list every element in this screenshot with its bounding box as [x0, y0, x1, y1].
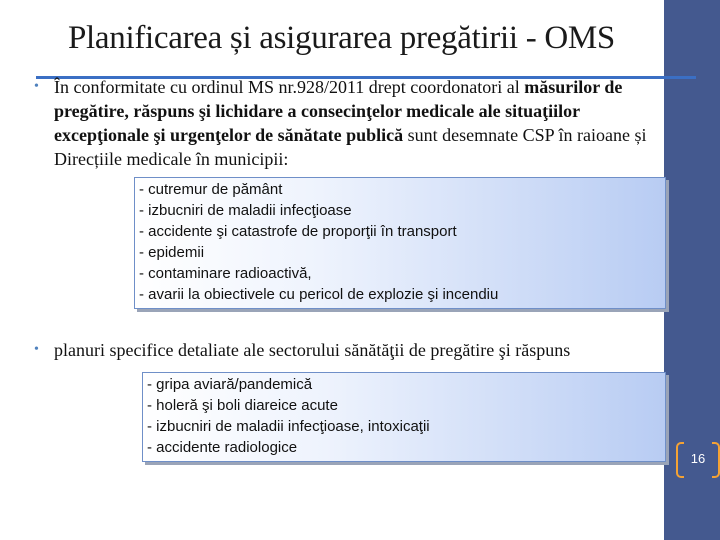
list-item: - gripa aviară/pandemică	[147, 376, 313, 393]
list-item: - izbucniri de maladii infecţioase, intoxicaţii	[147, 418, 430, 435]
bullet1-text-end: sunt desemnate CSP în raioane și Direcțiile medicale în municipii:	[54, 125, 647, 169]
bullet-dot-icon: •	[34, 342, 39, 357]
bullet1-text-bold: măsurilor de pregătire, răspuns şi lichidare a consecinţelor medicale ale situaţiilor excepţionale şi urgenţelor de sănătate publică	[54, 77, 623, 145]
list-item: - accidente şi catastrofe de proporţii în transport	[139, 223, 457, 240]
bullet-paragraph-1	[54, 75, 654, 171]
list-item: - holeră şi boli diareice acute	[147, 397, 338, 414]
bullet-paragraph-2: planuri specifice detaliate ale sectorului sănătăţii de pregătire şi răspuns	[54, 340, 571, 360]
list-item: - izbucniri de maladii infecţioase	[139, 202, 352, 219]
list-item: - cutremur de pământ	[139, 181, 283, 198]
bullet-dot-icon: •	[34, 79, 39, 94]
bullet1-text-normal: În conformitate cu ordinul MS nr.928/2011 drept coordonatori al	[54, 77, 525, 97]
emergency-types-box	[134, 177, 666, 309]
list-item: - avarii la obiectivele cu pericol de explozie şi incendiu	[139, 286, 499, 303]
list-item: - accidente radiologice	[147, 439, 298, 456]
list-item: - contaminare radioactivă,	[139, 265, 312, 282]
page-number: 16	[680, 442, 716, 476]
list-item: - epidemii	[139, 244, 205, 261]
specific-plans-box	[142, 372, 666, 462]
slide-title: Planificarea și asigurarea pregătirii - OMS	[68, 20, 615, 56]
